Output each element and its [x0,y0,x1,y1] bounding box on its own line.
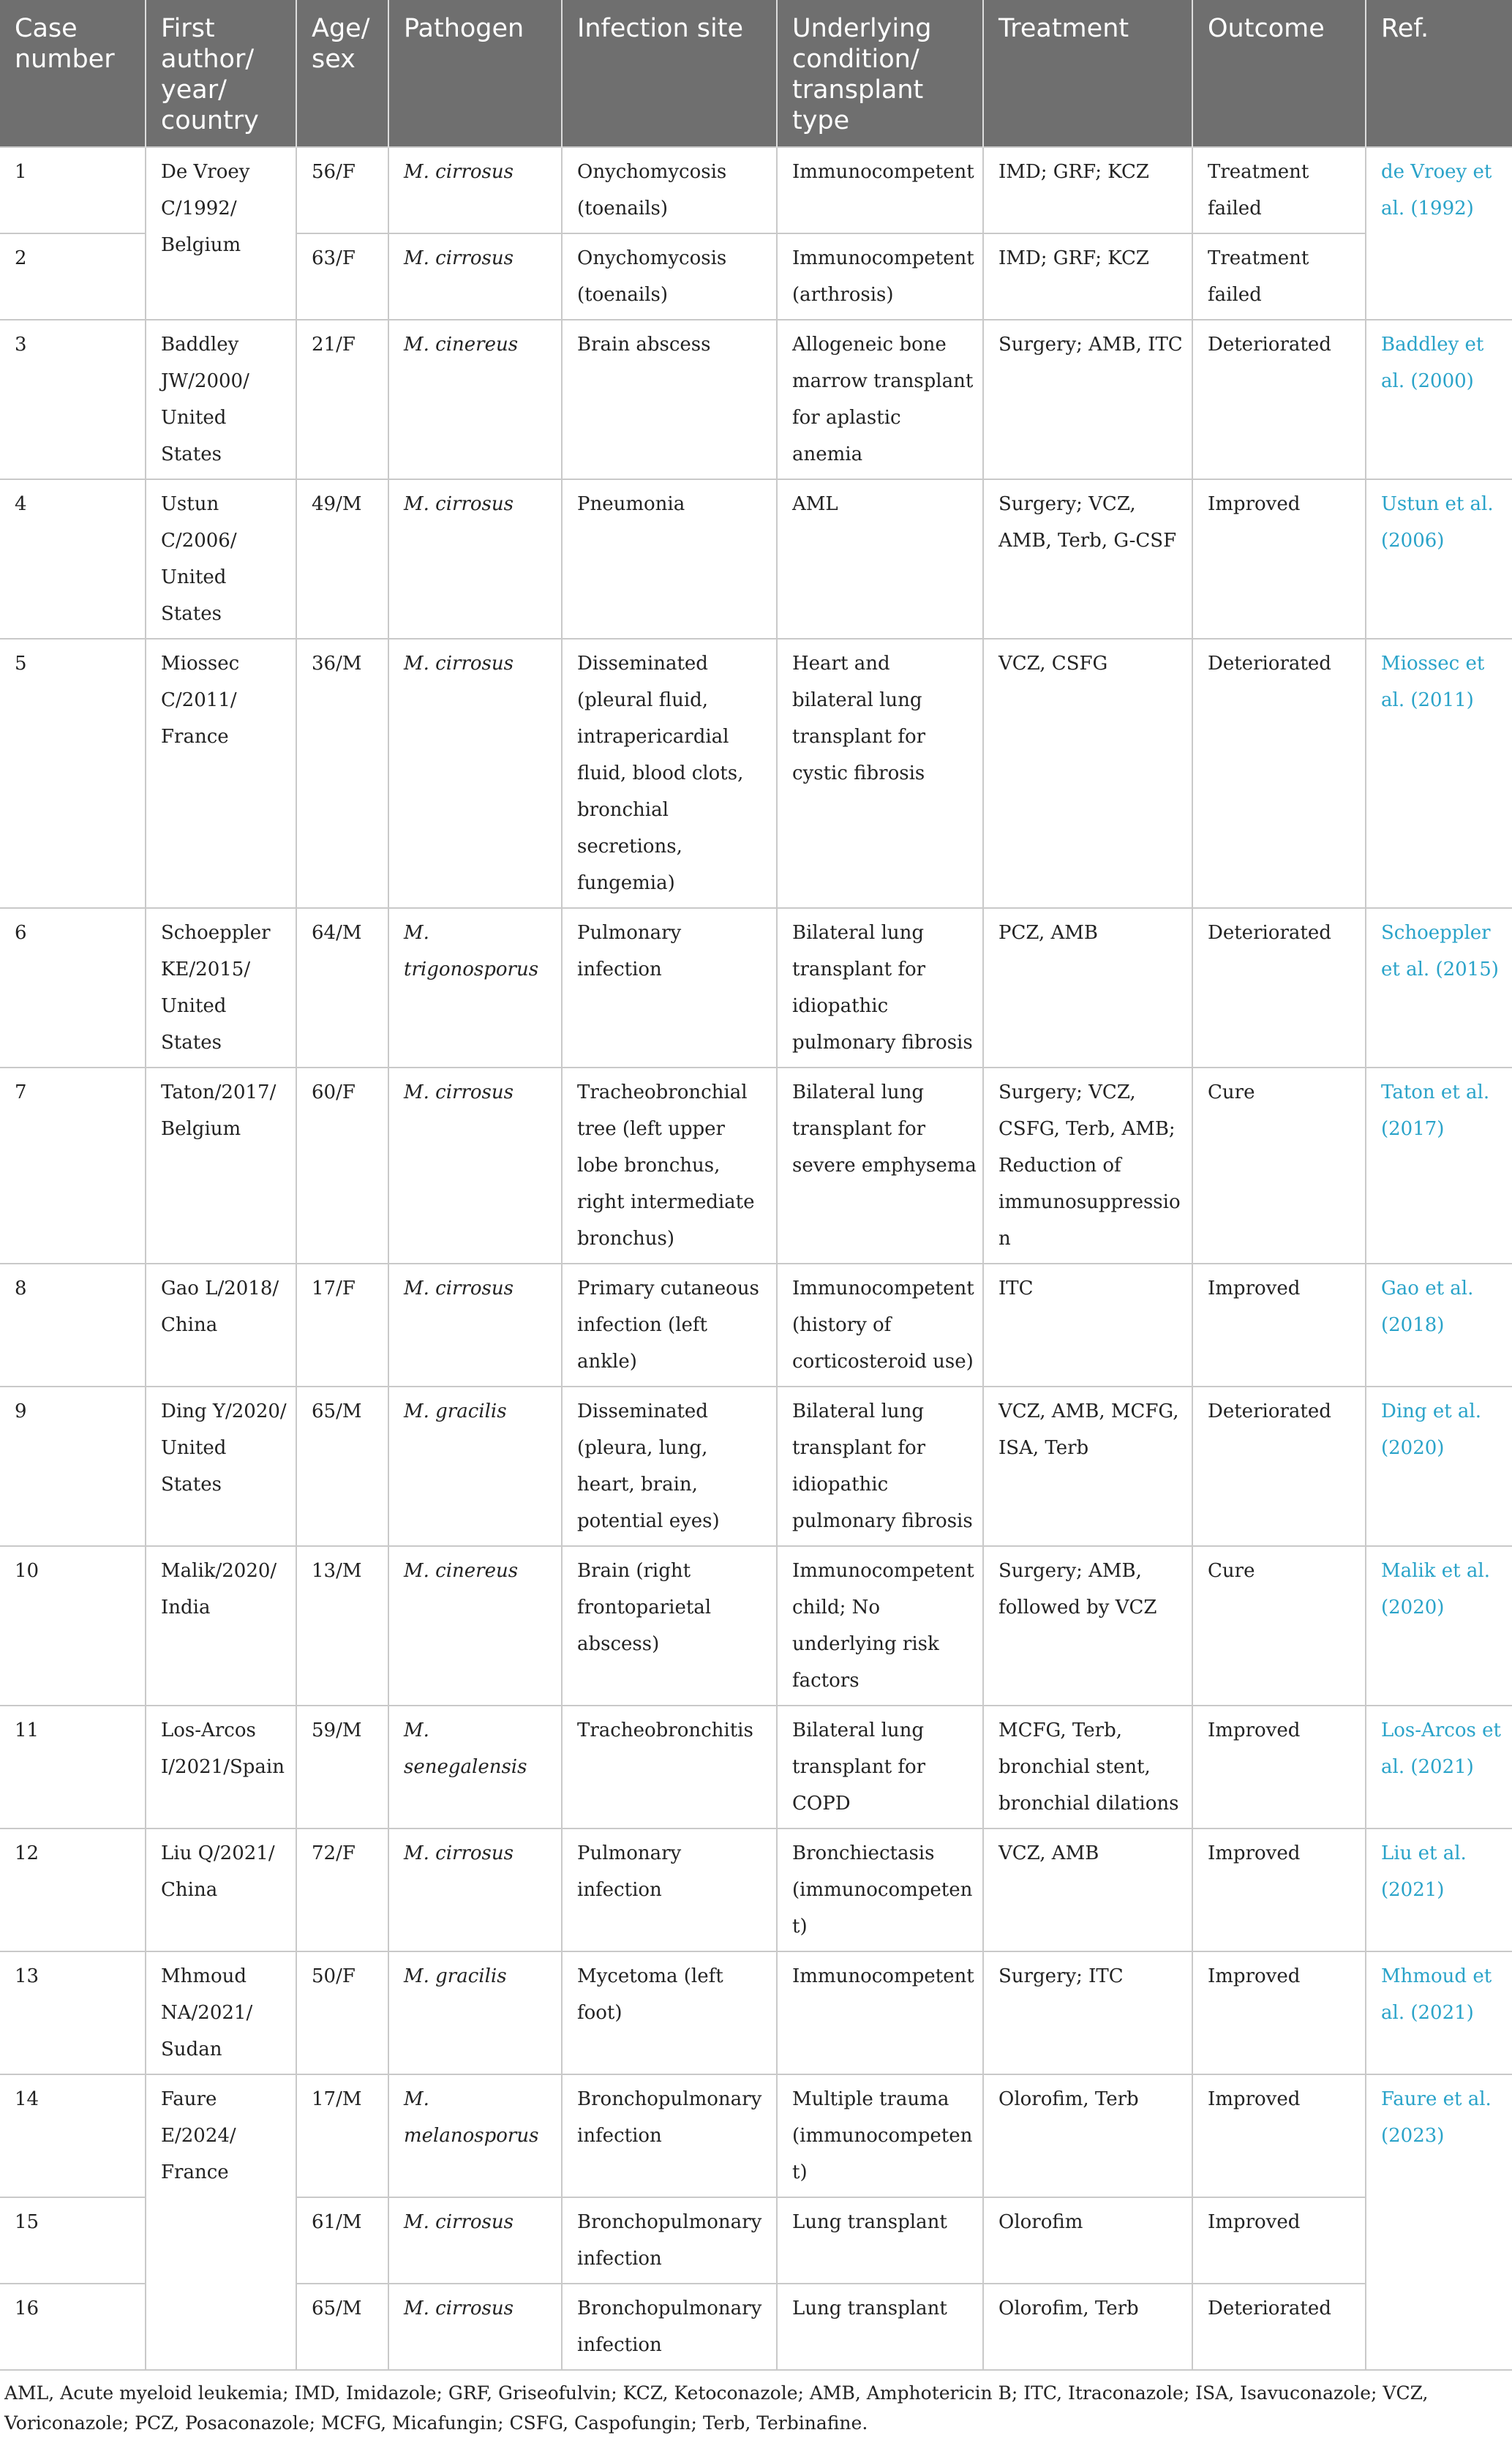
author-cell: Los-Arcos I/2021/Spain [146,1706,296,1828]
case-number-cell: 10 [0,1546,146,1706]
treatment-cell: Olorofim, Terb [983,2074,1192,2197]
outcome-cell: Improved [1192,2074,1366,2197]
case-number-cell: 15 [0,2197,146,2284]
treatment-cell: Olorofim [983,2197,1192,2284]
header-underlying-condition: Underlying condition/ transplant type [777,0,983,147]
infection-site-cell: Bronchopulmonary infection [562,2197,777,2284]
ref-link[interactable]: Mhmoud et al. (2021) [1366,1951,1512,2074]
pathogen-cell: M. cirrosus [388,1264,562,1387]
table-row [0,1068,1512,1264]
outcome-cell: Deteriorated [1192,1387,1366,1546]
pathogen-cell: M. cirrosus [388,1828,562,1951]
age-sex-cell: 17/F [296,1264,388,1387]
pathogen-cell: M. senegalensis [388,1706,562,1828]
table-row [0,147,1512,233]
condition-cell: Bronchiectasis (immunocompetent) [777,1828,983,1951]
treatment-cell: Surgery; AMB, ITC [983,320,1192,479]
outcome-cell: Deteriorated [1192,2284,1366,2370]
infection-site-cell: Bronchopulmonary infection [562,2284,777,2370]
table-row [0,2074,1512,2197]
infection-site-cell: Disseminated (pleura, lung, heart, brain, potential eyes) [562,1387,777,1546]
infection-site-cell: Onychomycosis (toenails) [562,233,777,320]
ref-link[interactable]: Ustun et al. (2006) [1366,479,1512,639]
author-cell: Schoeppler KE/2015/ United States [146,908,296,1068]
outcome-cell: Cure [1192,1546,1366,1706]
infection-site-cell: Brain (right frontoparietal abscess) [562,1546,777,1706]
author-cell: Malik/2020/ India [146,1546,296,1706]
ref-link[interactable]: Taton et al. (2017) [1366,1068,1512,1264]
header-first-author: First author/ year/ country [146,0,296,147]
age-sex-cell: 49/M [296,479,388,639]
case-number-cell: 16 [0,2284,146,2370]
age-sex-cell: 63/F [296,233,388,320]
author-cell: Baddley JW/2000/ United States [146,320,296,479]
age-sex-cell: 21/F [296,320,388,479]
table-row [0,908,1512,1068]
age-sex-cell: 36/M [296,639,388,908]
pathogen-cell: M. cirrosus [388,147,562,233]
treatment-cell: VCZ, AMB [983,1828,1192,1951]
condition-cell: Bilateral lung transplant for COPD [777,1706,983,1828]
condition-cell: Immunocompetent [777,1951,983,2074]
pathogen-cell: M. cirrosus [388,2284,562,2370]
table-row [0,639,1512,908]
header-pathogen: Pathogen [388,0,562,147]
condition-cell: Allogeneic bone marrow transplant for aplastic anemia [777,320,983,479]
case-number-cell: 11 [0,1706,146,1828]
infection-site-cell: Pneumonia [562,479,777,639]
outcome-cell: Improved [1192,1706,1366,1828]
pathogen-cell: M. cirrosus [388,639,562,908]
case-number-cell: 12 [0,1828,146,1951]
age-sex-cell: 60/F [296,1068,388,1264]
author-cell: Taton/2017/ Belgium [146,1068,296,1264]
infection-site-cell: Brain abscess [562,320,777,479]
age-sex-cell: 13/M [296,1546,388,1706]
age-sex-cell: 64/M [296,908,388,1068]
infection-site-cell: Pulmonary infection [562,908,777,1068]
outcome-cell: Improved [1192,1264,1366,1387]
pathogen-cell: M. cirrosus [388,233,562,320]
age-sex-cell: 65/M [296,1387,388,1546]
condition-cell: Bilateral lung transplant for idiopathic pulmonary fibrosis [777,1387,983,1546]
table-row [0,1706,1512,1828]
table-row [0,1264,1512,1387]
treatment-cell: Surgery; AMB, followed by VCZ [983,1546,1192,1706]
condition-cell: Bilateral lung transplant for severe emphysema [777,1068,983,1264]
table-footnote: AML, Acute myeloid leukemia; IMD, Imidazole; GRF, Griseofulvin; KCZ, Ketoconazole; AMB, Amphotericin B; ITC, Itraconazole; ISA, Isavuconazole; VCZ, Voriconazole; PCZ, Posaconazole; MCFG, Micafungin; CSFG, Caspofungin; Terb, Terbinafine. [4,2382,1429,2434]
ref-link[interactable]: de Vroey et al. (1992) [1366,147,1512,320]
table-row [0,1387,1512,1546]
case-number-cell: 2 [0,233,146,320]
header-outcome: Outcome [1192,0,1366,147]
treatment-cell: IMD; GRF; KCZ [983,147,1192,233]
treatment-cell: Surgery; VCZ, AMB, Terb, G-CSF [983,479,1192,639]
pathogen-cell: M. cinereus [388,320,562,479]
treatment-cell: Olorofim, Terb [983,2284,1192,2370]
infection-site-cell: Mycetoma (left foot) [562,1951,777,2074]
ref-link[interactable]: Los-Arcos et al. (2021) [1366,1706,1512,1828]
outcome-cell: Improved [1192,479,1366,639]
pathogen-cell: M. cirrosus [388,479,562,639]
header-case-number: Case number [0,0,146,147]
pathogen-cell: M. cinereus [388,1546,562,1706]
case-number-cell: 5 [0,639,146,908]
age-sex-cell: 72/F [296,1828,388,1951]
infection-site-cell: Disseminated (pleural fluid, intrapericardial fluid, blood clots, bronchial secretions, fungemia) [562,639,777,908]
condition-cell: Immunocompetent (arthrosis) [777,233,983,320]
case-number-cell: 9 [0,1387,146,1546]
case-number-cell: 8 [0,1264,146,1387]
condition-cell: Immunocompetent [777,147,983,233]
outcome-cell: Deteriorated [1192,908,1366,1068]
table-body [0,147,1512,2370]
infection-site-cell: Tracheobronchial tree (left upper lobe bronchus, right intermediate bronchus) [562,1068,777,1264]
infection-site-cell: Onychomycosis (toenails) [562,147,777,233]
infection-site-cell: Tracheobronchitis [562,1706,777,1828]
age-sex-cell: 56/F [296,147,388,233]
infection-site-cell: Bronchopulmonary infection [562,2074,777,2197]
condition-cell: Immunocompetent (history of corticosteroid use) [777,1264,983,1387]
condition-cell: Immunocompetent child; No underlying risk factors [777,1546,983,1706]
outcome-cell: Deteriorated [1192,320,1366,479]
case-number-cell: 1 [0,147,146,233]
ref-link[interactable]: Ding et al. (2020) [1366,1387,1512,1546]
table-row [0,1828,1512,1951]
pathogen-cell: M. cirrosus [388,2197,562,2284]
outcome-cell: Improved [1192,1951,1366,2074]
outcome-cell: Improved [1192,2197,1366,2284]
age-sex-cell: 59/M [296,1706,388,1828]
ref-link[interactable]: Malik et al. (2020) [1366,1546,1512,1706]
ref-link[interactable]: Gao et al. (2018) [1366,1264,1512,1387]
author-cell: Miossec C/2011/ France [146,639,296,908]
header-infection-site: Infection site [562,0,777,147]
condition-cell: Lung transplant [777,2197,983,2284]
outcome-cell: Treatment failed [1192,233,1366,320]
outcome-cell: Treatment failed [1192,147,1366,233]
treatment-cell: MCFG, Terb, bronchial stent, bronchial dilations [983,1706,1192,1828]
case-number-cell: 6 [0,908,146,1068]
ref-link[interactable]: Faure et al. (2023) [1366,2074,1512,2370]
infection-site-cell: Pulmonary infection [562,1828,777,1951]
condition-cell: Bilateral lung transplant for idiopathic pulmonary fibrosis [777,908,983,1068]
condition-cell: Multiple trauma (immunocompetent) [777,2074,983,2197]
table-row [0,479,1512,639]
treatment-cell: Surgery; VCZ, CSFG, Terb, AMB; Reduction of immunosuppression [983,1068,1192,1264]
header-ref: Ref. [1366,0,1512,147]
header-treatment: Treatment [983,0,1192,147]
case-number-cell: 13 [0,1951,146,2074]
case-number-cell: 7 [0,1068,146,1264]
age-sex-cell: 65/M [296,2284,388,2370]
author-cell: Mhmoud NA/2021/ Sudan [146,1951,296,2074]
condition-cell: Heart and bilateral lung transplant for cystic fibrosis [777,639,983,908]
ref-link[interactable]: Baddley et al. (2000) [1366,320,1512,479]
pathogen-cell: M. trigonosporus [388,908,562,1068]
table-row [0,320,1512,479]
pathogen-cell: M. cirrosus [388,1068,562,1264]
case-number-cell: 4 [0,479,146,639]
case-number-cell: 3 [0,320,146,479]
outcome-cell: Deteriorated [1192,639,1366,908]
outcome-cell: Improved [1192,1828,1366,1951]
pathogen-cell: M. gracilis [388,1387,562,1546]
condition-cell: Lung transplant [777,2284,983,2370]
header-age-sex: Age/ sex [296,0,388,147]
author-cell: De Vroey C/1992/ Belgium [146,147,296,320]
ref-link[interactable]: Liu et al. (2021) [1366,1828,1512,1951]
author-cell: Gao L/2018/ China [146,1264,296,1387]
treatment-cell: PCZ, AMB [983,908,1192,1068]
author-cell: Faure E/2024/ France [146,2074,296,2370]
treatment-cell: Surgery; ITC [983,1951,1192,2074]
ref-link[interactable]: Schoeppler et al. (2015) [1366,908,1512,1068]
infection-site-cell: Primary cutaneous infection (left ankle) [562,1264,777,1387]
table-header [0,0,1512,147]
case-number-cell: 14 [0,2074,146,2197]
age-sex-cell: 61/M [296,2197,388,2284]
treatment-cell: IMD; GRF; KCZ [983,233,1192,320]
header-row [0,0,1512,147]
condition-cell: AML [777,479,983,639]
ref-link[interactable]: Miossec et al. (2011) [1366,639,1512,908]
treatment-cell: ITC [983,1264,1192,1387]
author-cell: Ding Y/2020/ United States [146,1387,296,1546]
pathogen-cell: M. gracilis [388,1951,562,2074]
table-row [0,1546,1512,1706]
pathogen-cell: M. melanosporus [388,2074,562,2197]
outcome-cell: Cure [1192,1068,1366,1264]
treatment-cell: VCZ, AMB, MCFG, ISA, Terb [983,1387,1192,1546]
author-cell: Liu Q/2021/ China [146,1828,296,1951]
table-row [0,1951,1512,2074]
author-cell: Ustun C/2006/ United States [146,479,296,639]
age-sex-cell: 50/F [296,1951,388,2074]
age-sex-cell: 17/M [296,2074,388,2197]
treatment-cell: VCZ, CSFG [983,639,1192,908]
